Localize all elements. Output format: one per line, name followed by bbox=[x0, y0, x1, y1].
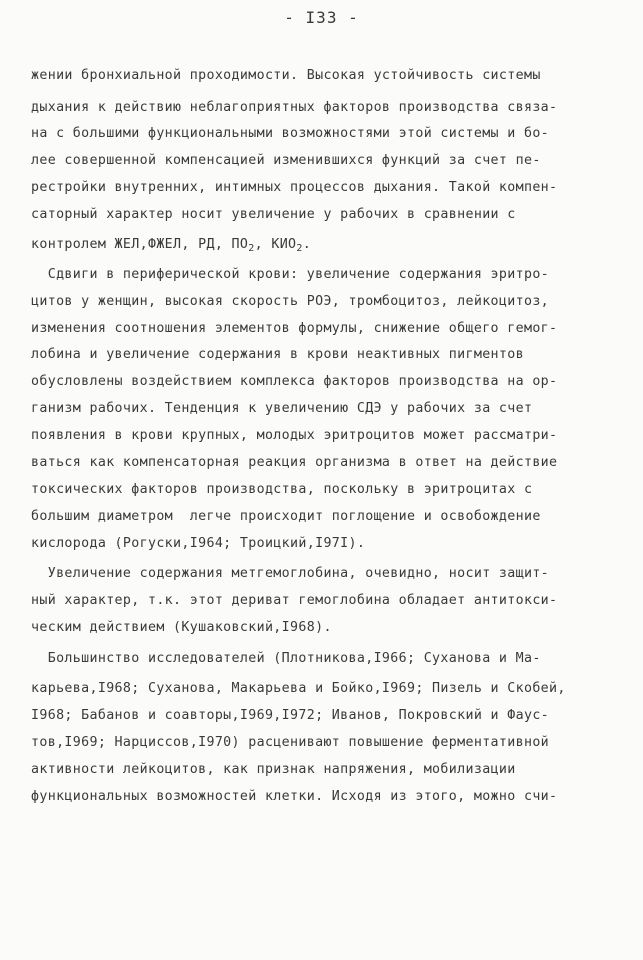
text-line: тов,I969; Нарциссов,I970) расценивают повышение ферментативной bbox=[31, 735, 550, 750]
text-line: большим диаметром легче происходит поглощение и освобождение bbox=[31, 509, 541, 524]
text-segment: . bbox=[302, 237, 312, 252]
text-line: карьева,I968; Суханова, Макарьева и Бойко,I969; Пизель и Скобей, bbox=[31, 681, 566, 696]
text-line: обусловлены воздействием комплекса факторов производства на ор- bbox=[31, 374, 558, 389]
text-segment: контролем ЖЕЛ,ФЖЕЛ, РД, ПО bbox=[31, 237, 249, 252]
text-line: ваться как компенсаторная реакция организма в ответ на действие bbox=[31, 455, 558, 470]
text-line: ный характер, т.к. этот дериват гемоглобина обладает антитокси- bbox=[31, 593, 558, 608]
text-line: ганизм рабочих. Тенденция к увеличению СДЭ у рабочих за счет bbox=[31, 401, 533, 416]
text-line: ческим действием (Кушаковский,I968). bbox=[31, 620, 332, 635]
text-line: Сдвиги в периферической крови: увеличение содержания эритро- bbox=[31, 267, 550, 282]
text-line: лее совершенной компенсацией изменившихся функций за счет пе- bbox=[31, 153, 541, 168]
text-segment: , КИО bbox=[254, 237, 297, 252]
page-number: - I33 - bbox=[284, 8, 359, 27]
subscript: 2 bbox=[296, 243, 303, 254]
text-line: изменения соотношения элементов формулы, снижение общего гемог- bbox=[31, 321, 558, 336]
text-line: на с большими функциональными возможностями этой системы и бо- bbox=[31, 126, 550, 141]
text-line: Увеличение содержания метгемоглобина, очевидно, носит защит- bbox=[31, 566, 550, 581]
text-line: I968; Бабанов и соавторы,I969,I972; Иванов, Покровский и Фаус- bbox=[31, 708, 550, 723]
text-line: появления в крови крупных, молодых эритроцитов может рассматри- bbox=[31, 428, 558, 443]
text-line: активности лейкоцитов, как признак напряжения, мобилизации bbox=[31, 762, 516, 777]
text-line: цитов у женщин, высокая скорость РОЭ, тромбоцитоз, лейкоцитоз, bbox=[31, 294, 550, 309]
text-line: дыхания к действию неблагоприятных факторов производства связа- bbox=[31, 100, 558, 115]
text-line: кислорода (Рогуски,I964; Троицкий,I97I). bbox=[31, 536, 366, 551]
text-line: саторный характер носит увеличение у рабочих в сравнении с bbox=[31, 207, 516, 222]
text-line: жении бронхиальной проходимости. Высокая устойчивость системы bbox=[31, 68, 541, 83]
text-line bbox=[31, 237, 311, 252]
text-line: токсических факторов производства, поскольку в эритроцитах с bbox=[31, 482, 533, 497]
subscript: 2 bbox=[248, 243, 255, 254]
text-line: функциональных возможностей клетки. Исходя из этого, можно счи- bbox=[31, 789, 558, 804]
text-line: Большинство исследователей (Плотникова,I966; Суханова и Ма- bbox=[31, 651, 541, 666]
text-line: лобина и увеличение содержания в крови неактивных пигментов bbox=[31, 347, 524, 362]
text-line: рестройки внутренних, интимных процессов дыхания. Такой компен- bbox=[31, 180, 558, 195]
